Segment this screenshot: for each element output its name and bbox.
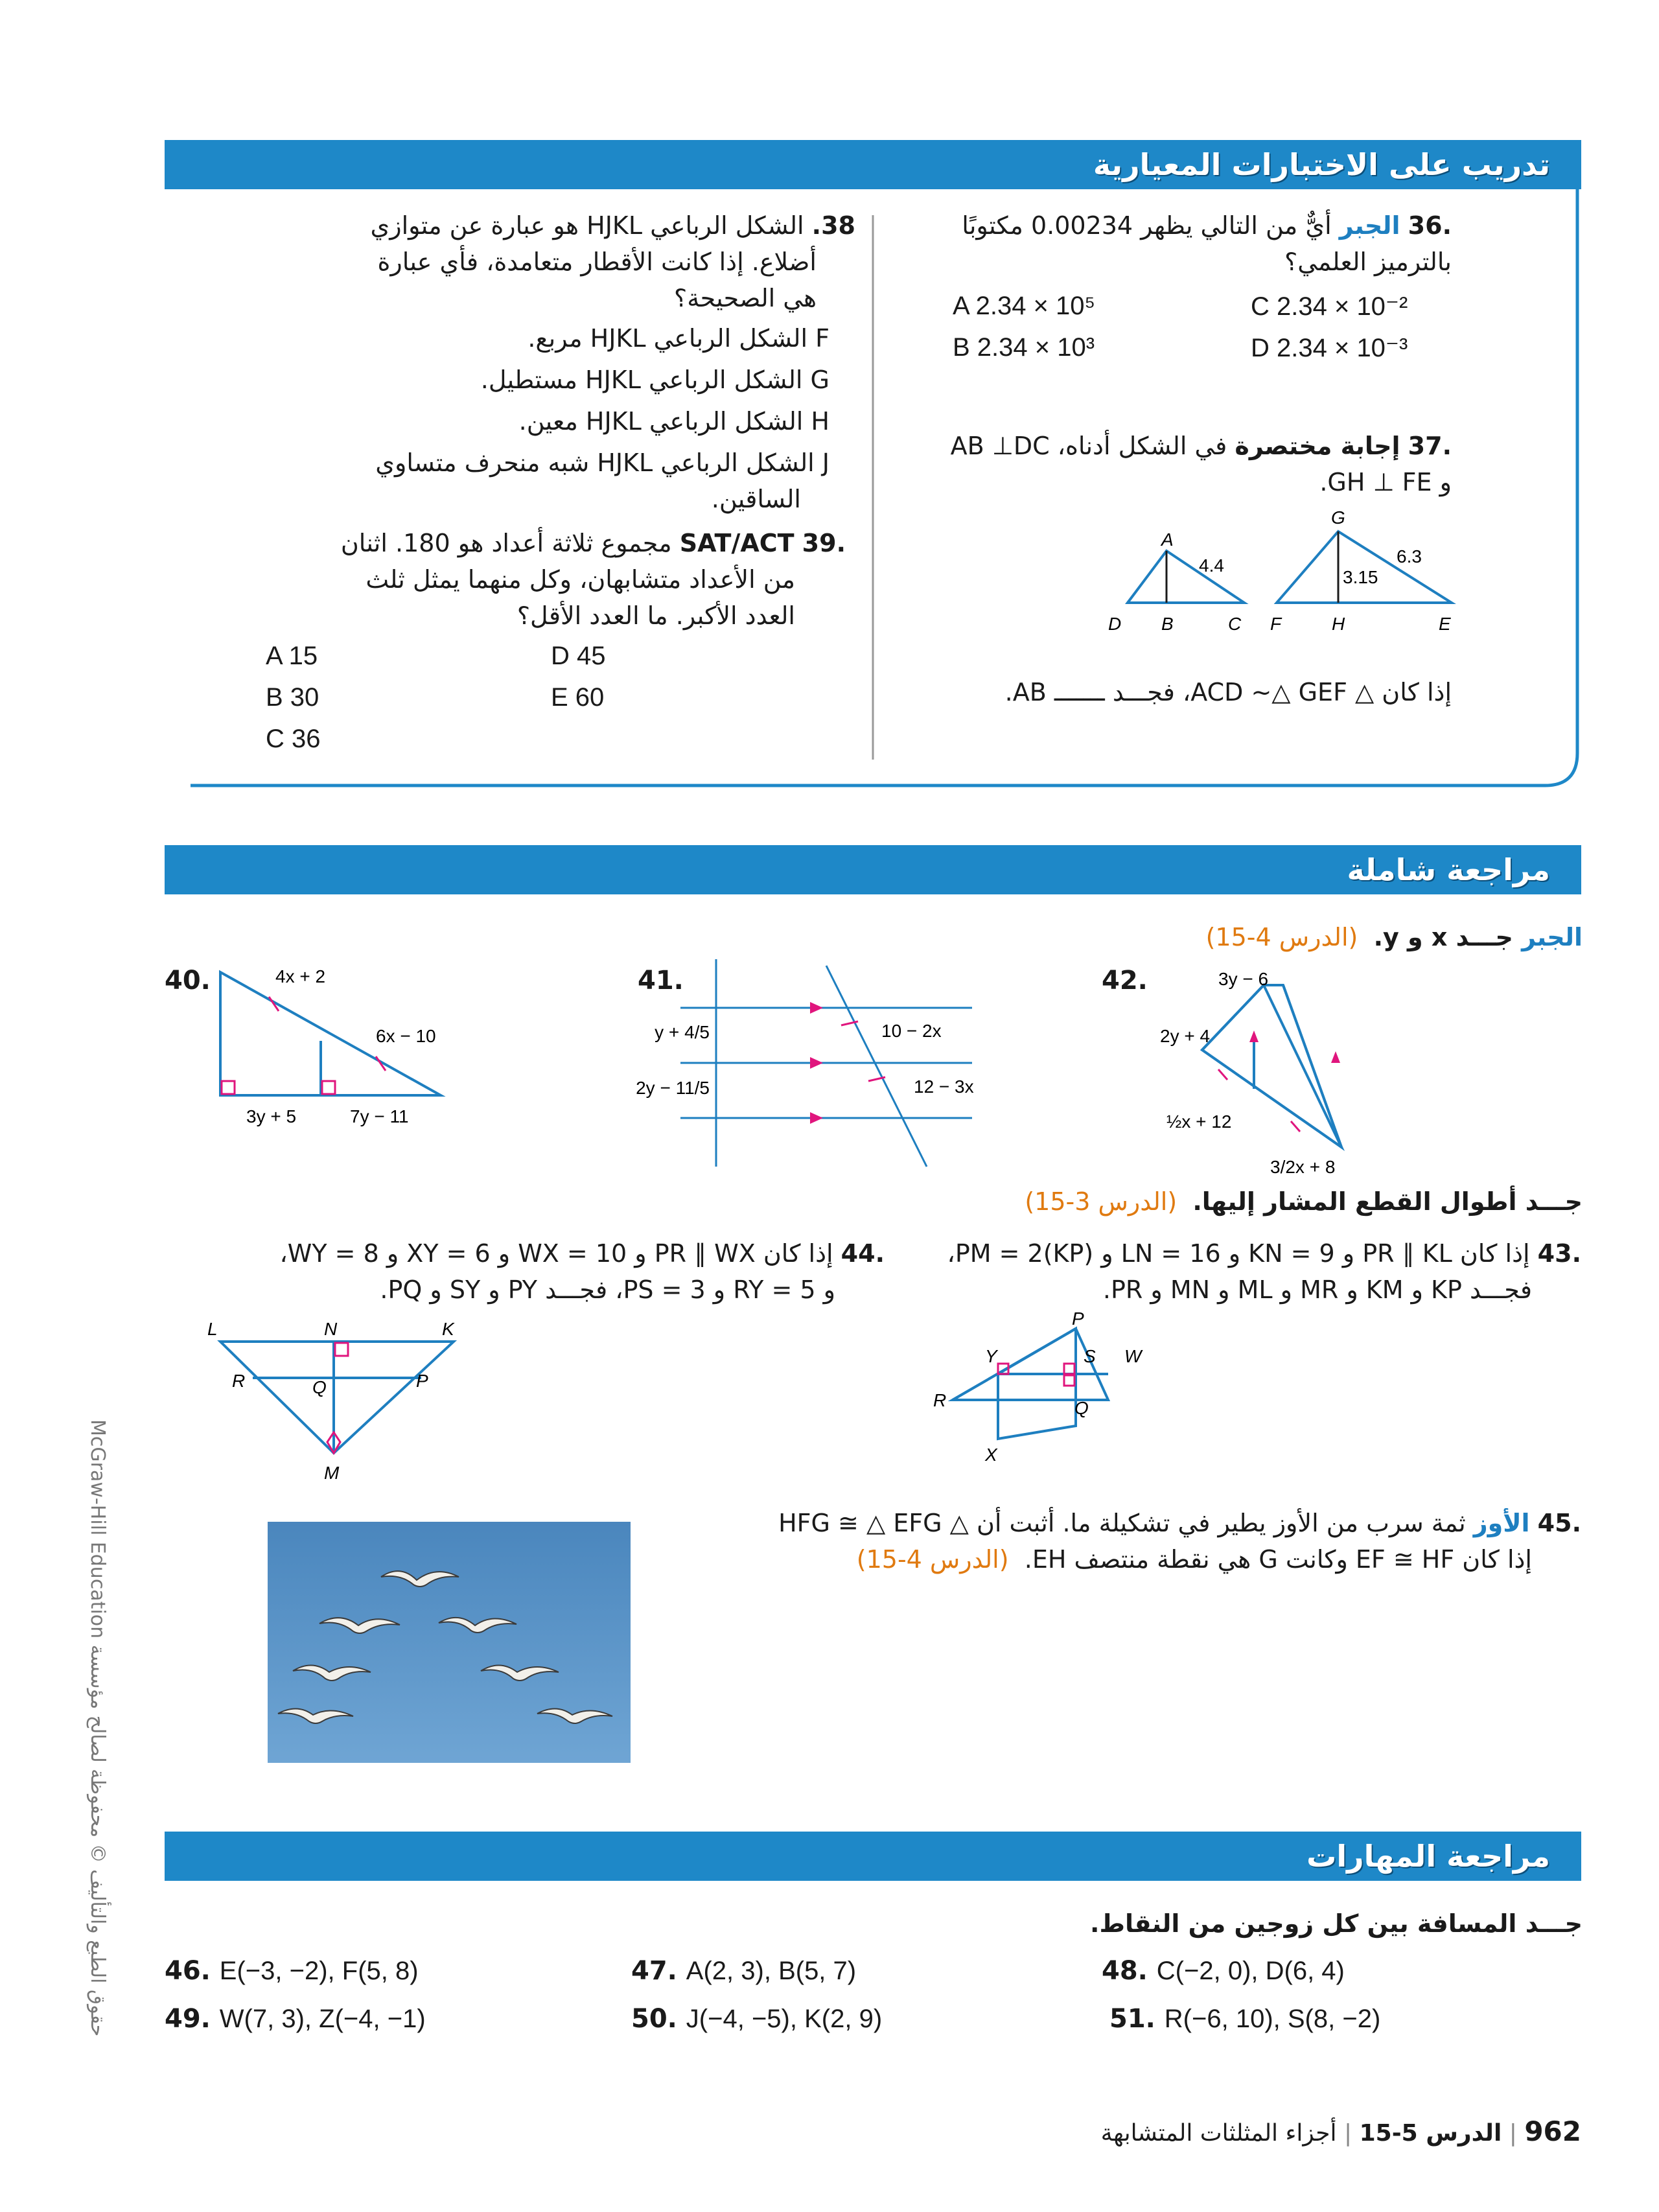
q36-option-a[interactable]: A 2.34 × 10⁵ — [953, 292, 1096, 320]
svg-text:12 − 3x: 12 − 3x — [914, 1077, 974, 1097]
svg-text:6x − 10: 6x − 10 — [376, 1026, 436, 1046]
svg-text:E: E — [1439, 614, 1451, 634]
q36-option-d[interactable]: D 2.34 × 10⁻³ — [1251, 334, 1408, 362]
q36: .36 الجبر أيٌّ من التالي يظهر 0.00234 مكتوبًا بالترميز العلمي؟ — [962, 211, 1452, 276]
q38-option-g[interactable]: G الشكل الرباعي HJKL مستطيل. — [480, 366, 830, 394]
q38-option-j[interactable]: J الشكل الرباعي HJKL شبه منحرف متساوي — [375, 448, 830, 477]
svg-text:K: K — [442, 1319, 454, 1339]
q39-option-b[interactable]: B 30 — [266, 683, 319, 712]
svg-text:3/2x + 8: 3/2x + 8 — [1270, 1157, 1336, 1177]
svg-text:N: N — [324, 1319, 338, 1339]
q43: .43 إذا كان PR ∥ KL و KN = 9 و LN = 16 و PM = 2(KP)، فجـــد KP و KM و MR و ML و MN و PR. — [947, 1239, 1581, 1304]
q39-option-e[interactable]: E 60 — [551, 683, 605, 712]
svg-text:y + 4/5: y + 4/5 — [655, 1022, 710, 1042]
svg-text:A: A — [1161, 530, 1174, 550]
svg-text:4x + 2: 4x + 2 — [275, 966, 326, 986]
ex49: 49. W(7, 3), Z(−4, −1) — [165, 2004, 426, 2034]
ex40-figure — [214, 959, 460, 1128]
svg-text:½x + 12: ½x + 12 — [1166, 1112, 1232, 1132]
svg-text:P: P — [1072, 1309, 1084, 1329]
ex50: 50. J(−4, −5), K(2, 9) — [631, 2004, 883, 2034]
algebra-instruction: الجبر جـــد x و y. (الدرس 4-15) — [1205, 923, 1583, 951]
q39-option-a[interactable]: A 15 — [266, 642, 318, 670]
svg-text:H: H — [1332, 614, 1345, 634]
svg-text:6.3: 6.3 — [1397, 546, 1422, 566]
svg-text:X: X — [985, 1445, 997, 1465]
q39-option-d[interactable]: D 45 — [551, 642, 606, 670]
q36-option-b[interactable]: B 2.34 × 10³ — [953, 333, 1095, 362]
ex40-number: 40. — [165, 966, 211, 995]
svg-text:7y − 11: 7y − 11 — [350, 1106, 409, 1126]
svg-text:M: M — [324, 1463, 340, 1483]
svg-text:D: D — [1108, 614, 1122, 634]
q37-question: إذا كان △ ACD ~△ GEF، فجـــد ـــــــ AB. — [1004, 678, 1452, 706]
svg-text:3y + 5: 3y + 5 — [246, 1106, 297, 1126]
skills-instruction: جـــد المسافة بين كل زوجين من النقاط. — [1090, 1909, 1583, 1938]
q38-option-h[interactable]: H الشكل الرباعي HJKL معين. — [518, 407, 830, 436]
svg-text:S: S — [1084, 1346, 1096, 1366]
q44-figure — [207, 1309, 480, 1491]
svg-text:Q: Q — [1074, 1398, 1089, 1418]
ex42-figure — [1147, 966, 1406, 1199]
q45: .45 الأوز ثمة سرب من الأوز يطير في تشكيلة ما. أثبت أن △ HFG ≅ △ EFG إذا كان EF ≅ HF وكانت G هي نقطة منتصف EH. (الدرس 4-15) — [778, 1509, 1581, 1574]
q38: 38. الشكل الرباعي HJKL هو عبارة عن متوازي أضلاع. إذا كانت الأقطار متعامدة، فأي عبارة هي الصحيحة؟ — [370, 211, 855, 312]
q39: .39 SAT/ACT مجموع ثلاثة أعداد هو 180. اثنان من الأعداد متشابهان، وكل منهما يمثل ثلث العدد الأكبر. ما العدد الأقل؟ — [340, 529, 846, 630]
ex42-number: 42. — [1102, 966, 1148, 995]
q44: .44 إذا كان PR ∥ WX و WX = 10 و XY = 6 و WY = 8، و RY = 5 و PS = 3، فجـــد PY و SY و PQ. — [279, 1239, 885, 1304]
q37-figure — [1102, 506, 1478, 648]
svg-text:P: P — [416, 1371, 428, 1391]
svg-text:R: R — [933, 1390, 947, 1410]
q38-option-f[interactable]: F الشكل الرباعي HJKL مربع. — [528, 324, 830, 353]
svg-text:B: B — [1161, 614, 1174, 634]
svg-text:Q: Q — [312, 1377, 327, 1397]
ex46: 46. E(−3, −2), F(5, 8) — [165, 1956, 419, 1986]
copyright-sidebar: حقوق الطبع والتأليف © محفوظة لصالح مؤسسة McGraw-Hill Education — [86, 1419, 109, 2037]
q39-option-c[interactable]: C 36 — [266, 725, 321, 753]
std-test-header: تدريب على الاختبارات المعيارية — [165, 140, 1581, 189]
segments-instruction: جـــد أطوال القطع المشار إليها. (الدرس 3-15) — [1025, 1187, 1583, 1216]
svg-text:2y − 11/5: 2y − 11/5 — [636, 1078, 710, 1098]
ex48: 48. C(−2, 0), D(6, 4) — [1102, 1956, 1345, 1986]
skills-header: مراجعة المهارات — [165, 1832, 1581, 1881]
svg-text:3y − 6: 3y − 6 — [1218, 969, 1269, 989]
svg-text:R: R — [232, 1371, 246, 1391]
page-footer: 962 | الدرس 5-15 | أجزاء المثلثات المتشابهة — [1100, 2115, 1581, 2147]
svg-text:L: L — [207, 1319, 218, 1339]
svg-text:4.4: 4.4 — [1199, 555, 1224, 576]
q37: .37 إجابة مختصرة في الشكل أدناه، AB ⊥DC و GH ⊥ FE. — [950, 432, 1452, 496]
svg-text:F: F — [1270, 614, 1282, 634]
svg-text:2y + 4: 2y + 4 — [1160, 1026, 1211, 1046]
review-header: مراجعة شاملة — [165, 845, 1581, 894]
ex47: 47. A(2, 3), B(5, 7) — [631, 1956, 857, 1986]
svg-text:W: W — [1124, 1346, 1142, 1366]
ex41-number: 41. — [638, 966, 684, 995]
q36-option-c[interactable]: C 2.34 × 10⁻² — [1251, 292, 1408, 321]
svg-text:C: C — [1228, 614, 1242, 634]
svg-text:3.15: 3.15 — [1343, 567, 1378, 587]
svg-text:10 − 2x: 10 − 2x — [881, 1021, 942, 1041]
q38-options: F الشكل الرباعي HJKL مربع. G الشكل الرباعي HJKL مستطيل. H الشكل الرباعي HJKL معين. J الشكل الرباعي HJKL شبه منحرف متساوي الساقين. — [246, 320, 830, 517]
svg-text:G: G — [1331, 507, 1345, 528]
svg-text:Y: Y — [985, 1346, 997, 1366]
ex51: 51. R(−6, 10), S(8, −2) — [1109, 2004, 1381, 2034]
geese-photo — [268, 1522, 631, 1763]
q43-figure — [914, 1309, 1173, 1471]
